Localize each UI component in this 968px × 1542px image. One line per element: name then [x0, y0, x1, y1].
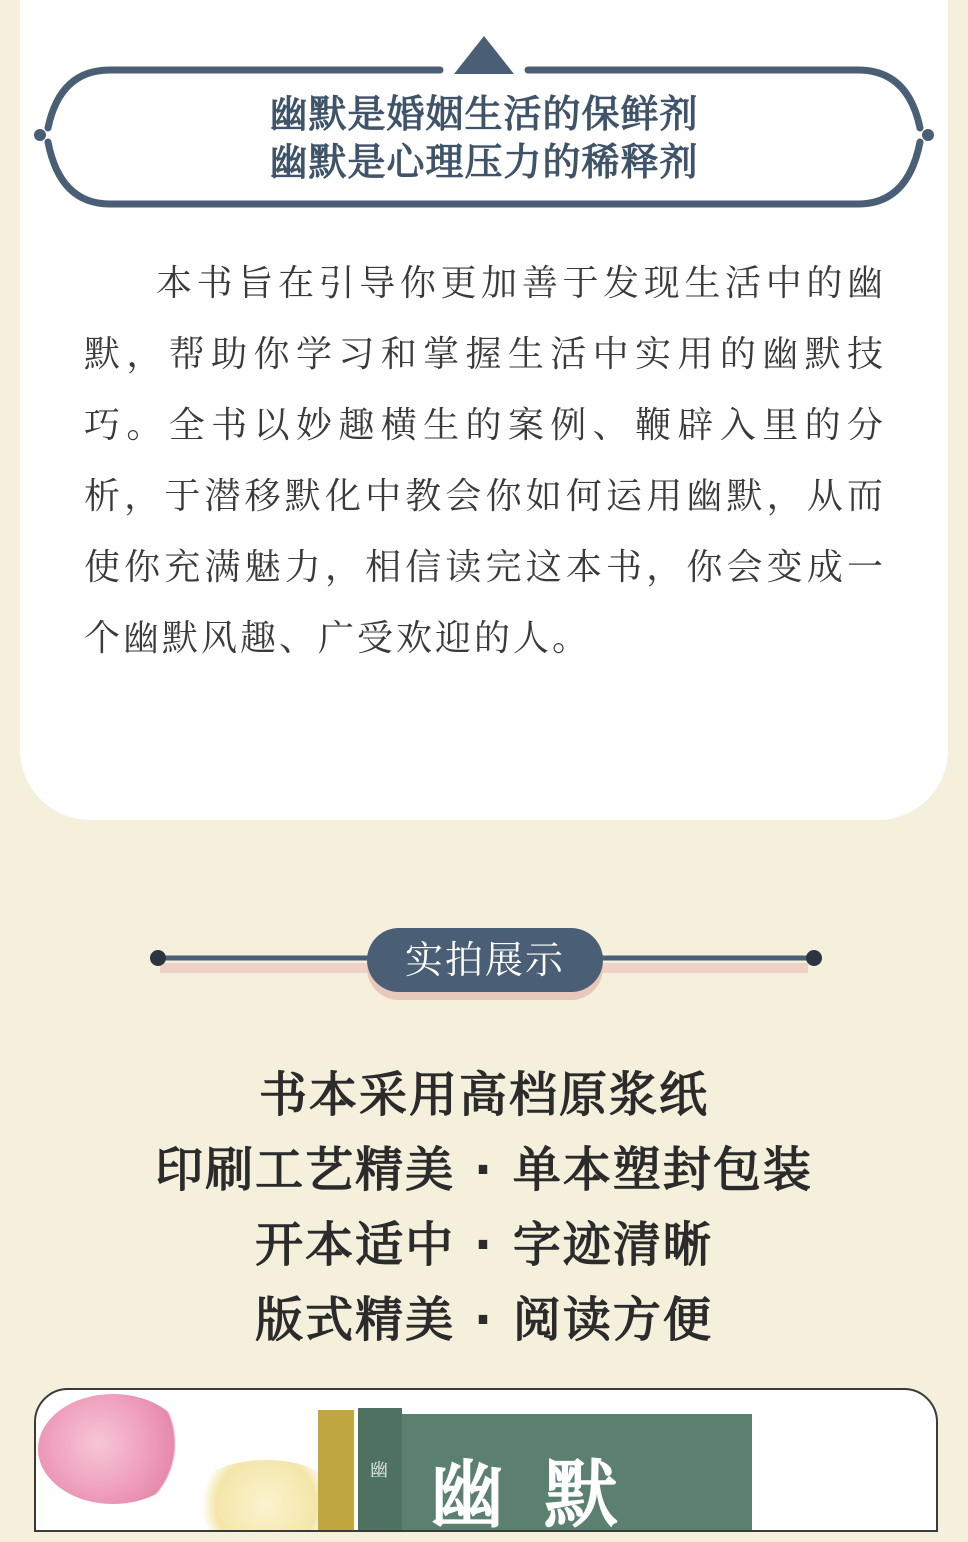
feature-item: 版式精美 · 阅读方便 — [255, 1292, 713, 1348]
feature-item: 开本适中 · 字迹清晰 — [255, 1217, 713, 1273]
book-spine-back — [318, 1410, 354, 1532]
slogan-line-1: 幽默是婚姻生活的保鲜剂 — [269, 91, 699, 136]
section-title: 实拍展示 — [367, 928, 603, 992]
divider-left-dot — [150, 950, 166, 966]
feature-item: 书本采用高档原浆纸 — [258, 1067, 709, 1123]
triangle-ornament — [454, 36, 514, 74]
book-spine-label: 幽 — [370, 1460, 388, 1481]
intro-paragraph: 本书旨在引导你更加善于发现生活中的幽默，帮助你学习和掌握生活中实用的幽默技巧。全书以妙趣横生的案例、鞭辟入里的分析，于潜移默化中教会你如何运用幽默，从而使你充满魅力，相信读完这本书，你会变成一个幽默风趣、广受欢迎的人。 — [84, 263, 886, 659]
book-cover-title: 幽默 — [430, 1452, 658, 1538]
divider-right-dot — [806, 950, 822, 966]
feature-item: 印刷工艺精美 · 单本塑封包装 — [155, 1142, 813, 1198]
feature-list — [0, 1058, 968, 1358]
slogan-line-2: 幽默是心理压力的稀释剂 — [269, 139, 699, 184]
pink-flower — [38, 1394, 188, 1504]
